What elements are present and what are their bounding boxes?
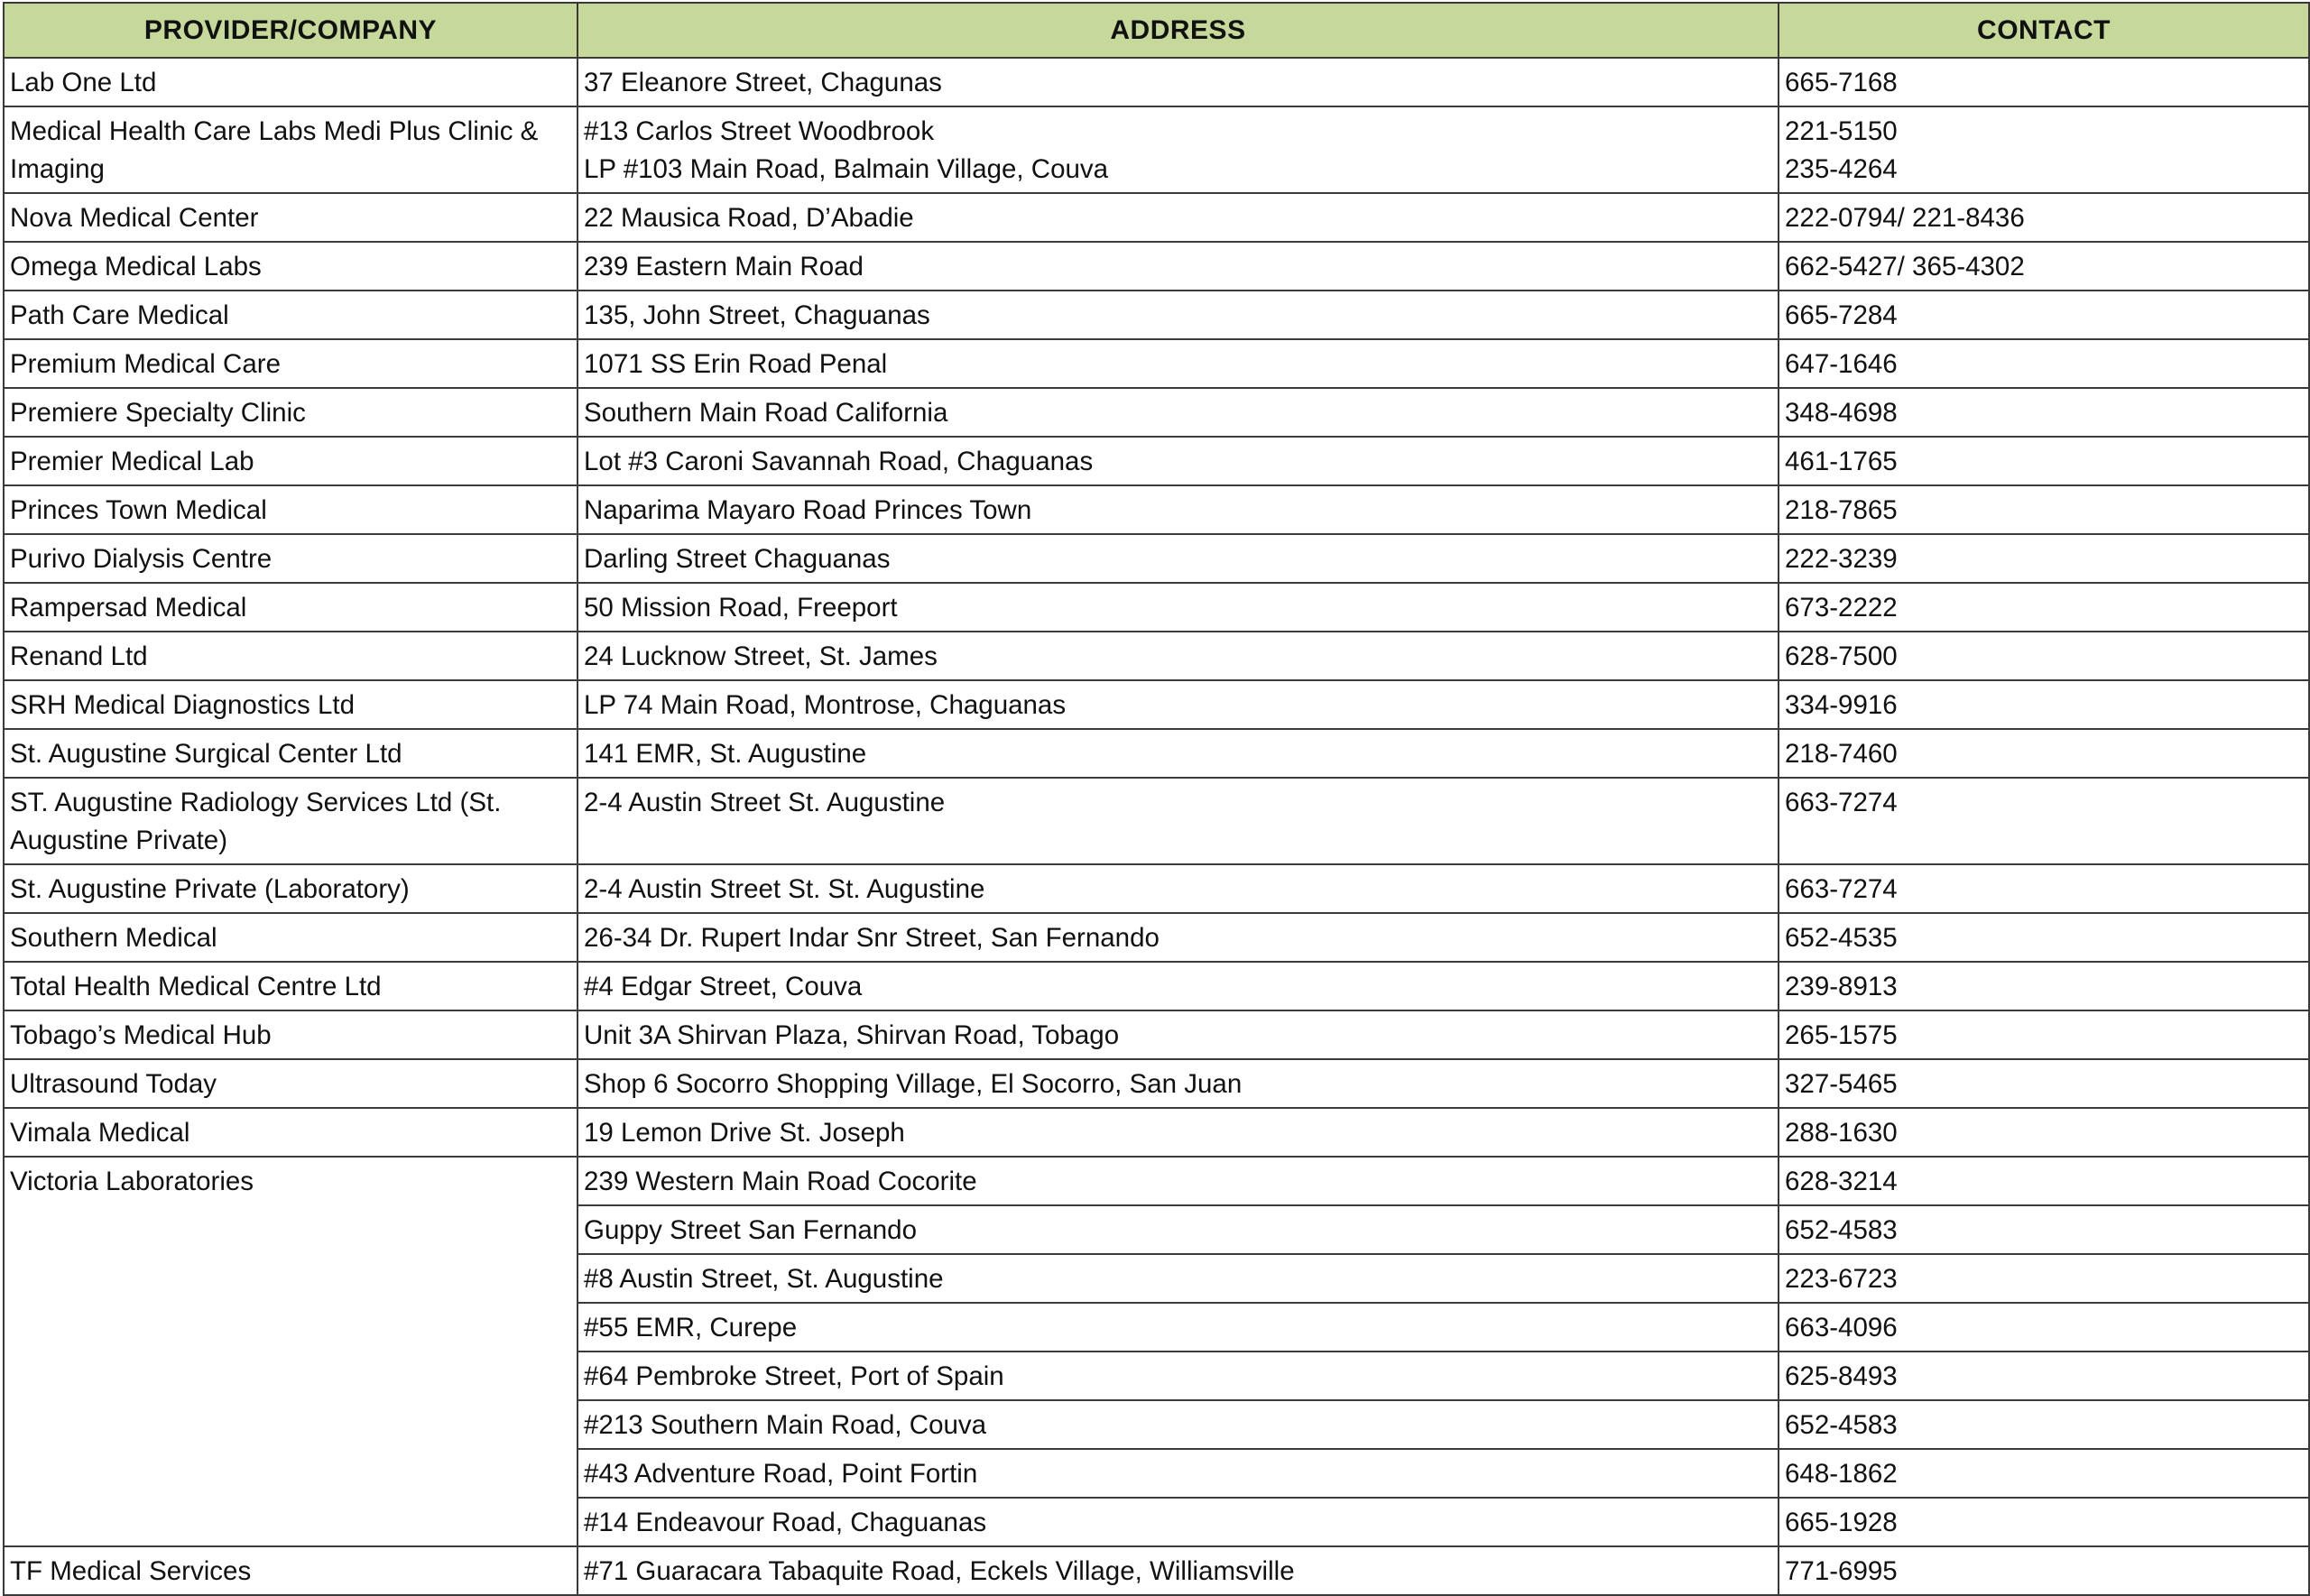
contact-cell: 348-4698 [1779, 388, 2309, 437]
address-line: #13 Carlos Street Woodbrook [584, 116, 935, 146]
address-cell: #55 EMR, Curepe [578, 1303, 1779, 1352]
address-cell: 2-4 Austin Street St. St. Augustine [578, 864, 1779, 913]
table-row [4, 485, 2309, 534]
contact-line: 221-5150 [1785, 116, 1898, 146]
address-cell: 50 Mission Road, Freeport [578, 583, 1779, 632]
provider-cell: Ultrasound Today [4, 1059, 578, 1108]
contact-cell: 288-1630 [1779, 1108, 2309, 1157]
address-cell: LP 74 Main Road, Montrose, Chaguanas [578, 680, 1779, 729]
table-row [4, 193, 2309, 242]
provider-cell: Total Health Medical Centre Ltd [4, 962, 578, 1010]
provider-cell: Vimala Medical [4, 1108, 578, 1157]
provider-cell: ST. Augustine Radiology Services Ltd (St. Augustine Private) [4, 778, 578, 864]
contact-cell: 628-3214 [1779, 1157, 2309, 1205]
address-cell: 24 Lucknow Street, St. James [578, 632, 1779, 680]
contact-cell: 771-6995 [1779, 1546, 2309, 1595]
provider-cell: St. Augustine Surgical Center Ltd [4, 729, 578, 778]
contact-cell: 662-5427/ 365-4302 [1779, 242, 2309, 291]
contact-cell: 647-1646 [1779, 339, 2309, 388]
table-row [4, 913, 2309, 962]
table-row [4, 106, 2309, 193]
header-contact: CONTACT [1779, 3, 2309, 58]
address-cell: #213 Southern Main Road, Couva [578, 1400, 1779, 1449]
address-cell: Lot #3 Caroni Savannah Road, Chaguanas [578, 437, 1779, 485]
provider-table [3, 2, 2310, 1596]
contact-cell: 223-6723 [1779, 1254, 2309, 1303]
contact-cell: 265-1575 [1779, 1010, 2309, 1059]
address-cell: #8 Austin Street, St. Augustine [578, 1254, 1779, 1303]
table-row [4, 864, 2309, 913]
contact-cell: 648-1862 [1779, 1449, 2309, 1498]
table-row [4, 1546, 2309, 1595]
address-cell: #4 Edgar Street, Couva [578, 962, 1779, 1010]
address-cell: 239 Eastern Main Road [578, 242, 1779, 291]
table-row [4, 680, 2309, 729]
table-row [4, 534, 2309, 583]
contact-cell: 663-7274 [1779, 778, 2309, 864]
contact-cell: 222-3239 [1779, 534, 2309, 583]
table-row [4, 778, 2309, 864]
contact-cell: 663-7274 [1779, 864, 2309, 913]
contact-cell: 218-7460 [1779, 729, 2309, 778]
contact-cell: 665-7168 [1779, 58, 2309, 106]
address-cell: 19 Lemon Drive St. Joseph [578, 1108, 1779, 1157]
contact-cell [1779, 106, 2309, 193]
provider-cell: Premium Medical Care [4, 339, 578, 388]
header-provider: PROVIDER/COMPANY [4, 3, 578, 58]
provider-cell: Victoria Laboratories [4, 1157, 578, 1546]
address-cell [578, 106, 1779, 193]
address-cell: 1071 SS Erin Road Penal [578, 339, 1779, 388]
address-cell: Shop 6 Socorro Shopping Village, El Socorro, San Juan [578, 1059, 1779, 1108]
contact-cell: 239-8913 [1779, 962, 2309, 1010]
provider-cell: St. Augustine Private (Laboratory) [4, 864, 578, 913]
provider-cell: SRH Medical Diagnostics Ltd [4, 680, 578, 729]
table-row [4, 1010, 2309, 1059]
address-cell: Darling Street Chaguanas [578, 534, 1779, 583]
address-cell: 26-34 Dr. Rupert Indar Snr Street, San Fernando [578, 913, 1779, 962]
contact-cell: 625-8493 [1779, 1352, 2309, 1400]
contact-cell: 327-5465 [1779, 1059, 2309, 1108]
provider-cell: Tobago’s Medical Hub [4, 1010, 578, 1059]
address-cell: 2-4 Austin Street St. Augustine [578, 778, 1779, 864]
provider-cell: Lab One Ltd [4, 58, 578, 106]
provider-cell: Premier Medical Lab [4, 437, 578, 485]
table-row [4, 58, 2309, 106]
contact-cell: 222-0794/ 221-8436 [1779, 193, 2309, 242]
contact-cell: 628-7500 [1779, 632, 2309, 680]
provider-cell: Path Care Medical [4, 291, 578, 339]
table-row [4, 388, 2309, 437]
address-cell: #43 Adventure Road, Point Fortin [578, 1449, 1779, 1498]
provider-cell: Southern Medical [4, 913, 578, 962]
table-row [4, 729, 2309, 778]
table-row [4, 1157, 2309, 1205]
provider-cell: Rampersad Medical [4, 583, 578, 632]
header-address: ADDRESS [578, 3, 1779, 58]
table-row [4, 291, 2309, 339]
address-cell: #14 Endeavour Road, Chaguanas [578, 1498, 1779, 1546]
contact-line: 235-4264 [1785, 154, 1898, 184]
provider-cell: Premiere Specialty Clinic [4, 388, 578, 437]
provider-cell: Omega Medical Labs [4, 242, 578, 291]
contact-cell: 673-2222 [1779, 583, 2309, 632]
contact-cell: 665-1928 [1779, 1498, 2309, 1546]
table-row [4, 962, 2309, 1010]
provider-table-container [3, 2, 2308, 1596]
provider-cell: Medical Health Care Labs Medi Plus Clinic & Imaging [4, 106, 578, 193]
address-cell: Naparima Mayaro Road Princes Town [578, 485, 1779, 534]
provider-cell: Nova Medical Center [4, 193, 578, 242]
provider-cell: Renand Ltd [4, 632, 578, 680]
contact-cell: 334-9916 [1779, 680, 2309, 729]
contact-cell: 461-1765 [1779, 437, 2309, 485]
address-cell: Guppy Street San Fernando [578, 1205, 1779, 1254]
table-row [4, 1059, 2309, 1108]
provider-cell: TF Medical Services [4, 1546, 578, 1595]
table-row [4, 1108, 2309, 1157]
address-cell: 22 Mausica Road, D’Abadie [578, 193, 1779, 242]
table-row [4, 242, 2309, 291]
address-cell: Unit 3A Shirvan Plaza, Shirvan Road, Tobago [578, 1010, 1779, 1059]
contact-cell: 663-4096 [1779, 1303, 2309, 1352]
contact-cell: 652-4535 [1779, 913, 2309, 962]
address-cell: Southern Main Road California [578, 388, 1779, 437]
table-header-row [4, 3, 2309, 58]
address-cell: #64 Pembroke Street, Port of Spain [578, 1352, 1779, 1400]
provider-cell: Princes Town Medical [4, 485, 578, 534]
table-row [4, 437, 2309, 485]
table-row [4, 632, 2309, 680]
contact-cell: 665-7284 [1779, 291, 2309, 339]
address-cell: 135, John Street, Chaguanas [578, 291, 1779, 339]
address-cell: 141 EMR, St. Augustine [578, 729, 1779, 778]
contact-cell: 218-7865 [1779, 485, 2309, 534]
contact-cell: 652-4583 [1779, 1205, 2309, 1254]
provider-cell: Purivo Dialysis Centre [4, 534, 578, 583]
address-line: LP #103 Main Road, Balmain Village, Couva [584, 154, 1109, 184]
address-cell: 239 Western Main Road Cocorite [578, 1157, 1779, 1205]
contact-cell: 652-4583 [1779, 1400, 2309, 1449]
table-row [4, 339, 2309, 388]
address-cell: 37 Eleanore Street, Chagunas [578, 58, 1779, 106]
address-cell: #71 Guaracara Tabaquite Road, Eckels Village, Williamsville [578, 1546, 1779, 1595]
table-row [4, 583, 2309, 632]
